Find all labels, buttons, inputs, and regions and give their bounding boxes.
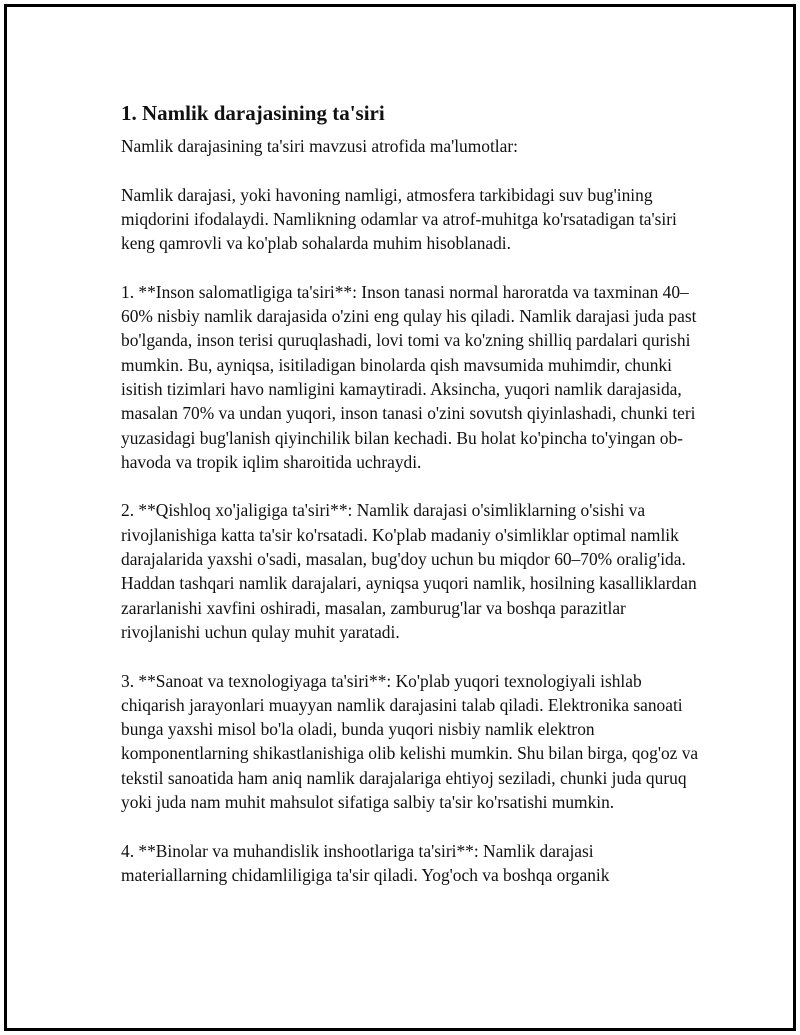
health-paragraph: 1. **Inson salomatligiga ta'siri**: Inson tanasi normal haroratda va taxminan 40–60% nisbiy namlik darajasida o'zini eng qulay his qiladi. Namlik darajasi juda past bo'lganda, inson terisi quruqlashadi, lovi tomi va ko'zning shilliq pardalari qurishi mumkin. Bu, ayniqsa, isitiladigan binolarda qish mavsumida muhimdir, chunki isitish tizimlari havo namligini kamaytiradi. Aksincha, yuqori namlik darajasida, masalan 70% va undan yuqori, inson tanasi o'zini sovutsh qiyinlashadi, chunki teri yuzasidagi bug'lanish qiyinchilik bilan kechadi. Bu holat ko'pincha to'yingan ob-havoda va tropik iqlim sharoitida uchraydi.: [121, 281, 697, 472]
definition-paragraph: Namlik darajasi, yoki havoning namligi, atmosfera tarkibidagi suv bug'ining miqdorini ifodalaydi. Namlikning odamlar va atrof-muhitga ko'rsatadigan ta'siri keng qamrovli va ko'plab sohalarda muhim hisoblanadi.: [121, 184, 677, 254]
section-heading: 1. Namlik darajasining ta'siri: [121, 101, 385, 125]
industry-paragraph: 3. **Sanoat va texnologiyaga ta'siri**: Ko'plab yuqori texnologiyali ishlab chiqarish jarayonlari muayyan namlik darajasini talab qiladi. Elektronika sanoati bunga yaxshi misol bo'la oladi, bunda yuqori nisbiy namlik elektron komponentlarning shikastlanishiga olib kelishi mumkin. Shu bilan birga, qog'oz va tekstil sanoatida ham aniq namlik darajalariga ehtiyoj seziladi, chunki juda quruq yoki juda nam muhit mahsulot sifatiga salbiy ta'sir ko'rsatishi mumkin.: [121, 670, 699, 813]
agriculture-paragraph: 2. **Qishloq xo'jaligiga ta'siri**: Namlik darajasi o'simliklarning o'sishi va rivojlanishiga katta ta'sir ko'rsatadi. Ko'plab madaniy o'simliklar optimal namlik darajalarida yaxshi o'sadi, masalan, bug'doy uchun bu miqdor 60–70% oralig'ida. Haddan tashqari namlik darajalari, ayniqsa yuqori namlik, hosilning kasalliklardan zararlanishi xavfini oshiradi, masalan, zamburug'lar va boshqa parazitlar rivojlanishi uchun qulay muhit yaratadi.: [121, 500, 697, 642]
document-body: [121, 99, 701, 887]
intro-paragraph: Namlik darajasining ta'siri mavzusi atrofida ma'lumotlar:: [121, 136, 518, 156]
buildings-paragraph: 4. **Binolar va muhandislik inshootlariga ta'siri**: Namlik darajasi materiallarning chidamliligiga ta'sir qiladi. Yog'och va boshqa organik: [121, 840, 610, 885]
page-frame: [4, 4, 796, 1031]
